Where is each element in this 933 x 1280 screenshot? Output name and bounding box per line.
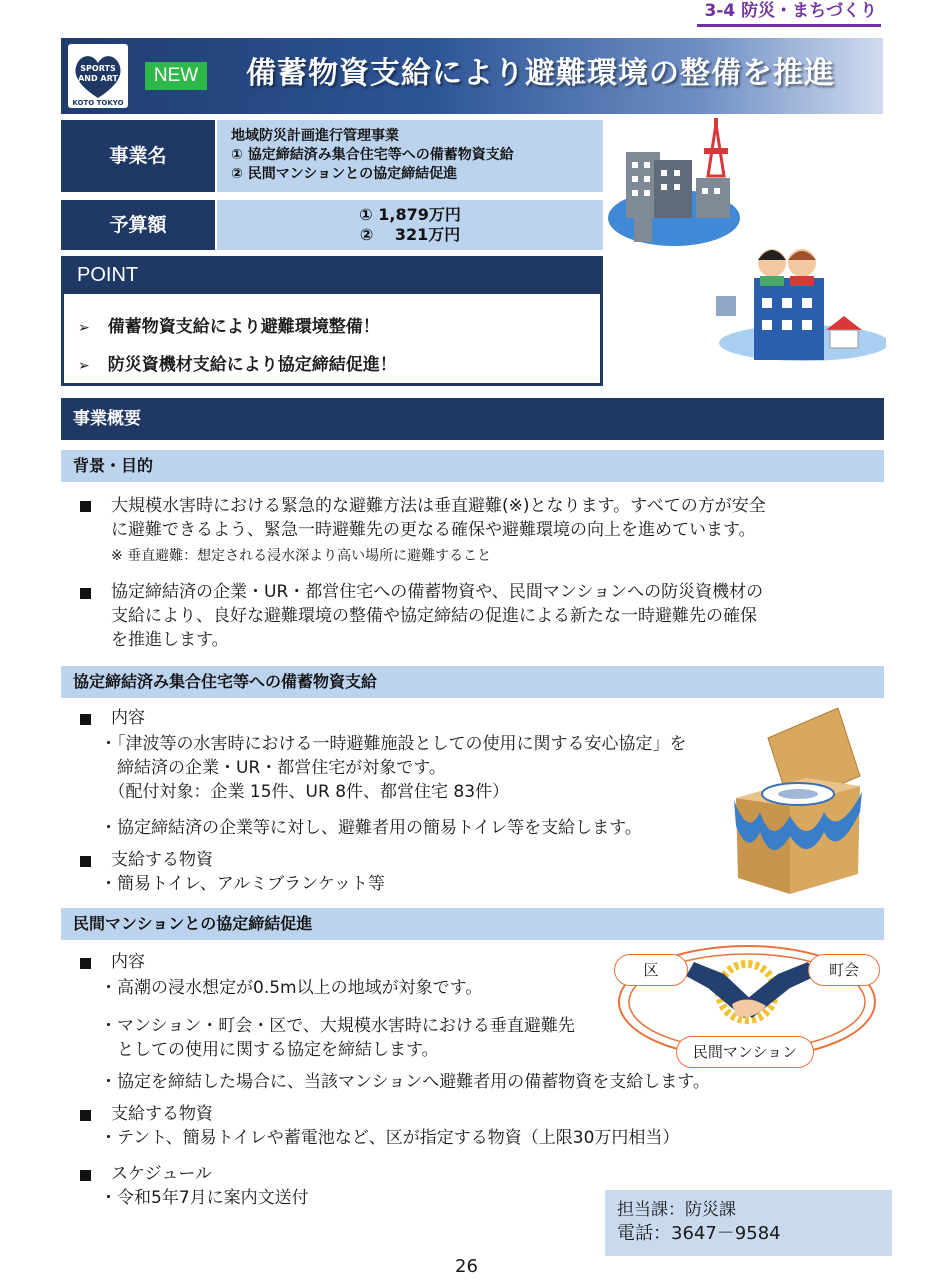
background-paragraph: [111, 580, 763, 652]
section2-supply-line: ・テント、簡易トイレや蓄電池など、区が指定する物資（上限30万円相当）: [100, 1128, 680, 1148]
section2-supply-label: 支給する物資: [111, 1104, 213, 1124]
flood-illustration: [604, 118, 886, 368]
text-line: 協定締結済の企業・UR・都営住宅への備蓄物資や、民間マンションへの防災資機材の: [111, 582, 764, 602]
text-line: ・マンション・町会・区で、大規模水害時における垂直避難先: [100, 1016, 575, 1036]
new-badge: NEW: [145, 62, 207, 90]
square-bullet-icon: [80, 588, 91, 599]
svg-text:SPORTS: SPORTS: [80, 64, 116, 73]
diagram-node-mansion: 民間マンション: [676, 1036, 814, 1068]
section1-content: [100, 732, 687, 804]
schedule-line: ・令和5年7月に案内文送付: [100, 1188, 309, 1208]
project-name-line: 地域防災計画進行管理事業: [231, 128, 399, 144]
page-title: 備蓄物資支給により避難環境の整備を推進: [246, 56, 835, 91]
project-name-value: [217, 120, 603, 192]
koto-logo: [68, 44, 128, 108]
project-name-label: 事業名: [61, 120, 215, 192]
point-item-text: 備蓄物資支給により避難環境整備！: [107, 317, 380, 337]
square-bullet-icon: [80, 958, 91, 969]
budget-label: 予算額: [61, 200, 215, 250]
background-heading: 背景・目的: [61, 450, 884, 482]
text-line: 支給により、良好な避難環境の整備や協定締結の促進による新たな一時避難先の確保: [111, 606, 757, 626]
square-bullet-icon: [80, 714, 91, 725]
text-line: （配付対象：企業 15件、UR 8件、都営住宅 83件）: [100, 782, 510, 802]
budget-value: [217, 200, 603, 250]
contact-dept: 担当課：防災課: [617, 1200, 736, 1220]
section1-content-label: 内容: [111, 708, 145, 728]
section-tag: 3-4 防災・まちづくり: [697, 0, 881, 27]
section2-content-line: ・協定を締結した場合に、当該マンションへ避難者用の備蓄物資を支給します。: [100, 1072, 710, 1092]
text-line: としての使用に関する協定を締結します。: [100, 1040, 439, 1060]
square-bullet-icon: [80, 1110, 91, 1121]
project-name-line: ② 民間マンションとの協定締結促進: [231, 166, 458, 182]
text-line: 締結済の企業・UR・都営住宅が対象です。: [100, 758, 446, 778]
point-heading: POINT: [61, 256, 603, 294]
svg-text:AND ART: AND ART: [78, 74, 118, 83]
section2-content: [100, 1014, 575, 1062]
budget-line: ① 1,879万円: [359, 205, 461, 224]
point-item-text: 防災資機材支給により協定締結促進！: [107, 355, 397, 375]
square-bullet-icon: [80, 856, 91, 867]
point-item: [78, 350, 397, 375]
section1-content-line: ・協定締結済の企業等に対し、避難者用の簡易トイレ等を支給します。: [100, 818, 642, 838]
emergency-toilet-illustration: [728, 708, 868, 896]
section1-supply-label: 支給する物資: [111, 850, 213, 870]
background-paragraph: [111, 494, 766, 542]
text-line: ・「津波等の水害時における一時避難施設としての使用に関する安心協定」を: [100, 734, 687, 754]
section2-heading: 民間マンションとの協定締結促進: [61, 908, 884, 940]
schedule-label: スケジュール: [111, 1164, 212, 1184]
text-line: に避難できるよう、緊急一時避難先の更なる確保や避難環境の向上を進めています。: [111, 520, 756, 540]
section1-supply-line: ・簡易トイレ、アルミブランケット等: [100, 874, 385, 894]
arrow-bullet-icon: ➢: [78, 320, 90, 336]
section2-content-line: ・高潮の浸水想定が0.5m以上の地域が対象です。: [100, 978, 483, 998]
square-bullet-icon: [80, 501, 91, 512]
section2-content-label: 内容: [111, 952, 145, 972]
project-name-line: ① 協定締結済み集合住宅等への備蓄物資支給: [231, 147, 514, 163]
background-note: ※ 垂直避難：想定される浸水深より高い場所に避難すること: [111, 548, 492, 564]
square-bullet-icon: [80, 1170, 91, 1181]
diagram-node-town: 町会: [808, 954, 880, 986]
page-number: 26: [455, 1256, 478, 1277]
text-line: を推進します。: [111, 630, 229, 650]
budget-line: ② 321万円: [359, 225, 461, 244]
overview-heading: 事業概要: [61, 398, 884, 440]
contact-box: [605, 1190, 892, 1256]
section1-heading: 協定締結済み集合住宅等への備蓄物資支給: [61, 666, 884, 698]
contact-phone: 電話：3647－9584: [617, 1223, 781, 1244]
svg-text:KOTO TOKYO: KOTO TOKYO: [72, 99, 124, 107]
arrow-bullet-icon: ➢: [78, 358, 90, 374]
text-line: 大規模水害時における緊急的な避難方法は垂直避難(※)となります。すべての方が安全: [111, 496, 766, 516]
point-item: [78, 312, 380, 337]
diagram-node-ward: 区: [614, 954, 688, 986]
